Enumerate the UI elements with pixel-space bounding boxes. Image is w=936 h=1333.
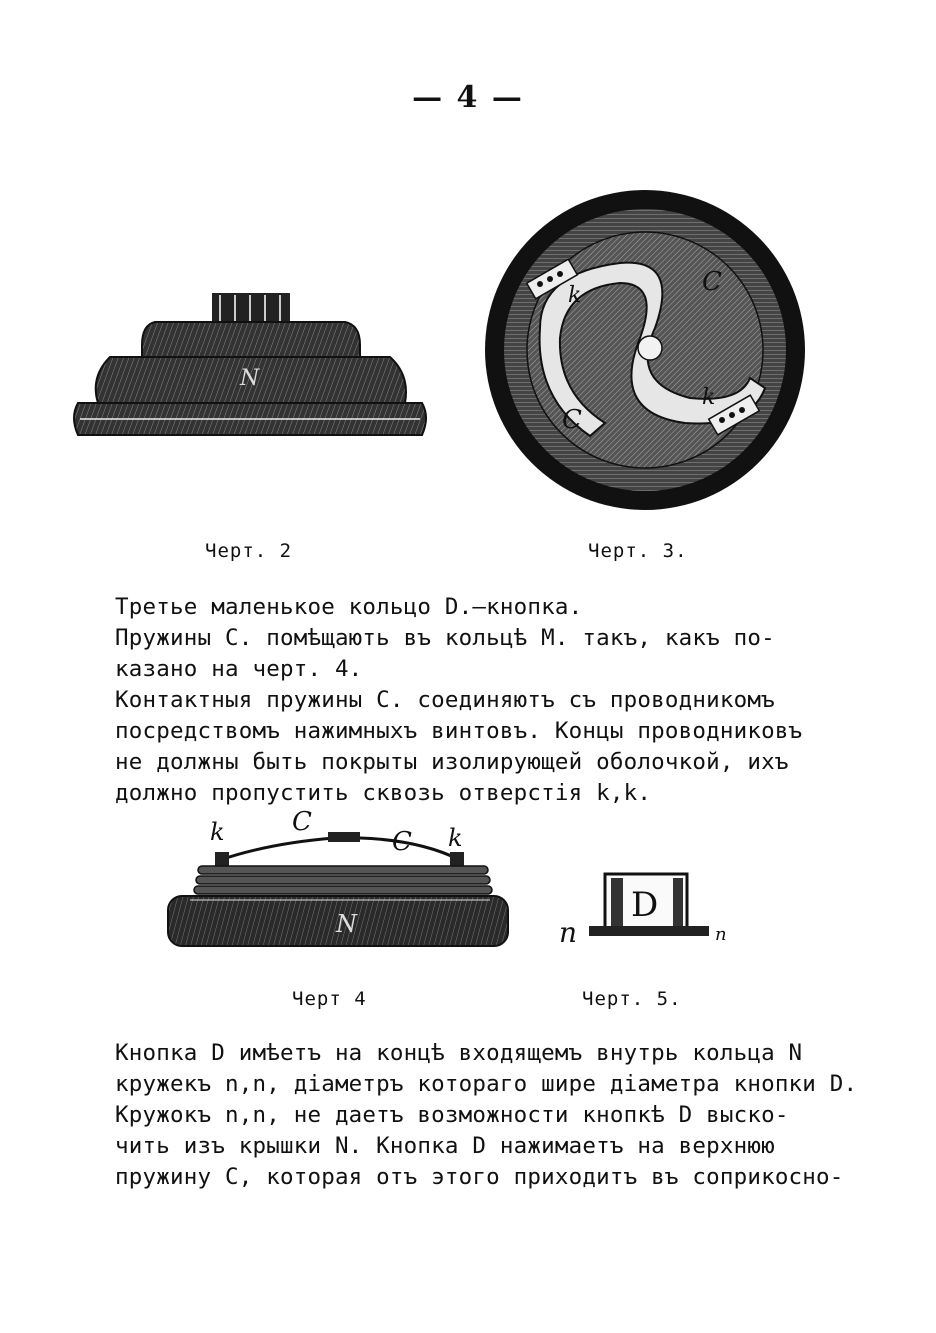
figure-3-label-c-bottom: C — [562, 405, 582, 435]
figure-2-label-n: N — [240, 366, 260, 391]
text-line: Третье маленькое кольцо D.—кнопка. — [115, 594, 583, 620]
figure-4-label-k-left: k — [210, 818, 225, 846]
paragraph — [115, 592, 815, 623]
figure-4-label-c-left: C — [292, 808, 312, 837]
text-line: чить изъ крышки N. Кнопка D нажимаетъ на верхнюю — [115, 1133, 775, 1159]
figure-3-illustration — [480, 178, 810, 523]
text-line: Пружины C. помѣщають въ кольцѣ M. такъ, какъ по- — [115, 625, 775, 651]
figure-5-label-n-left: n — [559, 916, 578, 948]
text-line: Кружокъ n,n, не даетъ возможности кнопкѣ D выско- — [115, 1102, 789, 1128]
paragraph — [115, 685, 815, 809]
text-line: Кнопка D имѣетъ на концѣ входящемъ внутрь кольца N — [115, 1040, 803, 1066]
paragraph — [115, 623, 815, 685]
text-line: Контактныя пружины C. соединяютъ съ проводникомъ — [115, 687, 775, 713]
text-line: казано на черт. 4. — [115, 656, 363, 682]
figure-4-label-n: N — [336, 910, 357, 938]
figure-3-label-k-top: k — [568, 283, 582, 308]
figure-4-label-k-right: k — [448, 824, 463, 852]
figure-5-illustration — [555, 868, 755, 948]
paragraph — [115, 1100, 844, 1193]
figure-4-label-c-right: C — [392, 827, 412, 857]
text-line: кружекъ n,n, діаметръ котораго шире діаметра кнопки D. — [115, 1071, 858, 1097]
text-line: должно пропустить сквозь отверстія k,k. — [115, 780, 652, 806]
paragraph — [115, 1038, 858, 1100]
figure-3-label-c-top: C — [702, 267, 722, 297]
figure-2-illustration — [70, 285, 430, 460]
text-line: пружину C, которая отъ этого приходитъ въ соприкосно- — [115, 1164, 844, 1190]
text-block-1 — [115, 592, 815, 809]
text-block-2 — [115, 1038, 858, 1193]
figure-3-label-k-bottom: k — [702, 385, 716, 410]
text-line: посредствомъ нажимныхъ винтовъ. Концы проводниковъ — [115, 718, 803, 744]
figure-5-caption: Черт. 5. — [582, 988, 682, 1010]
figure-3-caption: Черт. 3. — [588, 540, 688, 562]
figure-4-illustration — [160, 808, 520, 958]
figure-5-label-d: D — [631, 885, 659, 925]
figure-4-caption: Черт 4 — [292, 988, 367, 1010]
figure-2-caption: Черт. 2 — [205, 540, 293, 562]
figure-5-label-n-right: n — [715, 924, 727, 945]
page-number: — 4 — — [412, 80, 524, 115]
text-line: не должны быть покрыты изолирующей оболочкой, ихъ — [115, 749, 789, 775]
